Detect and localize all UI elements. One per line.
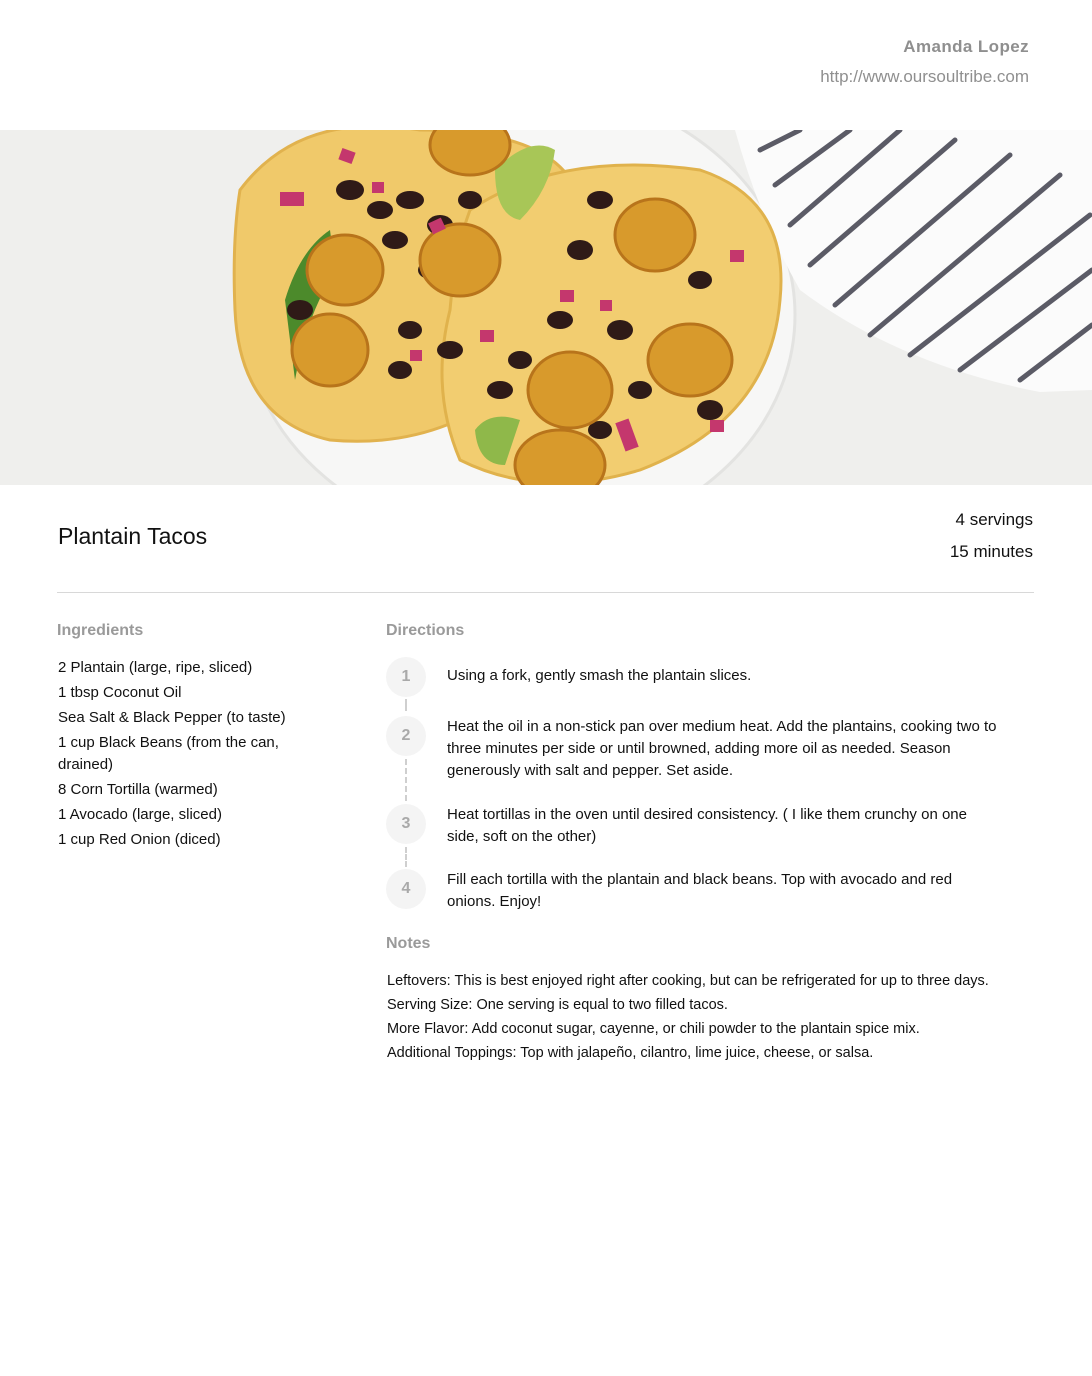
- note-item: Serving Size: One serving is equal to two filled tacos.: [387, 997, 728, 1013]
- step-number: 1: [386, 657, 426, 697]
- author-url[interactable]: http://www.oursoultribe.com: [820, 67, 1029, 86]
- step-text: Heat the oil in a non-stick pan over medium heat. Add the plantains, cooking two to three minutes per side or until browned, adding more oil as needed. Season generously with salt and pepper. Set aside.: [447, 718, 997, 779]
- ingredient-item: 8 Corn Tortilla (warmed): [58, 781, 218, 798]
- ingredient-item: 1 tbsp Coconut Oil: [58, 684, 182, 701]
- note-item: More Flavor: Add coconut sugar, cayenne, or chili powder to the plantain spice mix.: [387, 1021, 920, 1037]
- notes-heading: Notes: [386, 935, 431, 952]
- servings-label: 4 servings: [955, 510, 1033, 529]
- author-name: Amanda Lopez: [903, 37, 1029, 56]
- ingredients-list: [58, 657, 318, 854]
- directions-heading: Directions: [386, 622, 465, 639]
- author-block: [820, 36, 1029, 88]
- time-label: 15 minutes: [949, 542, 1033, 561]
- tacos-illustration: [0, 130, 1092, 485]
- ingredients-heading: Ingredients: [57, 622, 144, 639]
- hero-photo: [0, 130, 1092, 485]
- step-number: 2: [386, 716, 426, 756]
- step-connector: [405, 847, 407, 867]
- ingredient-item: 2 Plantain (large, ripe, sliced): [58, 659, 253, 676]
- step-connector: [405, 759, 407, 801]
- step-number: 3: [386, 804, 426, 844]
- ingredient-item: Sea Salt & Black Pepper (to taste): [58, 709, 286, 726]
- step-number: 4: [386, 869, 426, 909]
- header-divider: [57, 592, 1034, 593]
- notes-list: [387, 970, 1007, 1066]
- recipe-meta: [950, 509, 1033, 563]
- note-item: Leftovers: This is best enjoyed right after cooking, but can be refrigerated for up to three days.: [387, 973, 989, 989]
- ingredient-item: 1 Avocado (large, sliced): [58, 806, 222, 823]
- step-text: Heat tortillas in the oven until desired consistency. ( I like them crunchy on one side, soft on the other): [447, 806, 967, 845]
- note-item: Additional Toppings: Top with jalapeño, cilantro, lime juice, cheese, or salsa.: [387, 1045, 874, 1061]
- step-text: Using a fork, gently smash the plantain slices.: [447, 667, 752, 684]
- recipe-title: Plantain Tacos: [58, 523, 208, 549]
- ingredient-item: 1 cup Red Onion (diced): [58, 831, 221, 848]
- step-text: Fill each tortilla with the plantain and black beans. Top with avocado and red onions. Enjoy!: [447, 871, 953, 910]
- ingredient-item: 1 cup Black Beans (from the can, drained): [58, 734, 279, 773]
- step-connector: [405, 699, 407, 711]
